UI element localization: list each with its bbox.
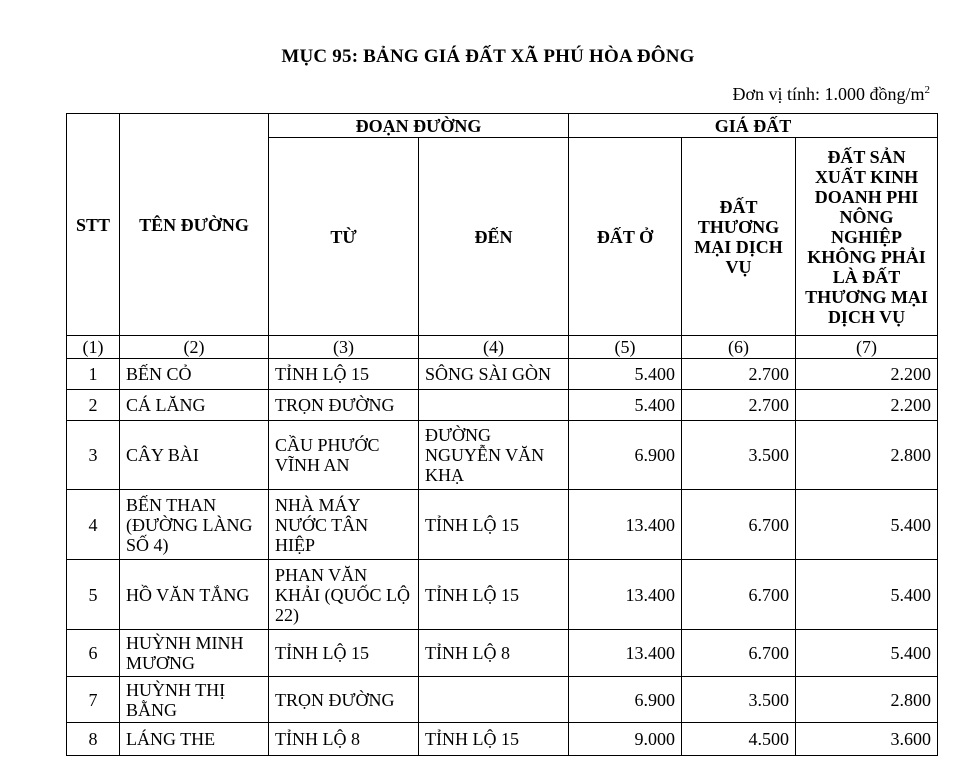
cell-den xyxy=(419,677,569,723)
header-gia-dat: GIÁ ĐẤT xyxy=(569,114,938,138)
cell-stt: 6 xyxy=(67,630,120,677)
col-number: (3) xyxy=(269,336,419,359)
cell-dat-sxkd: 5.400 xyxy=(796,560,938,630)
cell-dat-sxkd: 5.400 xyxy=(796,490,938,560)
cell-tu: TỈNH LỘ 15 xyxy=(269,630,419,677)
table-row xyxy=(67,677,938,723)
header-tu: TỪ xyxy=(269,138,419,336)
cell-stt: 2 xyxy=(67,390,120,421)
cell-dat-sxkd: 5.400 xyxy=(796,630,938,677)
unit-text: Đơn vị tính: 1.000 đồng/m xyxy=(732,84,925,104)
col-number: (1) xyxy=(67,336,120,359)
header-ten-duong: TÊN ĐƯỜNG xyxy=(120,114,269,336)
table-row xyxy=(67,560,938,630)
cell-dat-o: 13.400 xyxy=(569,490,682,560)
cell-stt: 3 xyxy=(67,421,120,490)
cell-stt: 5 xyxy=(67,560,120,630)
col-number: (4) xyxy=(419,336,569,359)
cell-stt: 4 xyxy=(67,490,120,560)
col-number: (6) xyxy=(682,336,796,359)
cell-tu: TRỌN ĐƯỜNG xyxy=(269,677,419,723)
header-dat-sxkd: ĐẤT SẢN XUẤT KINH DOANH PHI NÔNG NGHIỆP KHÔNG PHẢI LÀ ĐẤT THƯƠNG MẠI DỊCH VỤ xyxy=(796,138,938,336)
cell-ten-duong: HỒ VĂN TẮNG xyxy=(120,560,269,630)
cell-dat-tmdv: 4.500 xyxy=(682,723,796,756)
column-number-row xyxy=(67,336,938,359)
cell-dat-o: 6.900 xyxy=(569,421,682,490)
cell-den: ĐƯỜNG NGUYỄN VĂN KHẠ xyxy=(419,421,569,490)
header-stt: STT xyxy=(67,114,120,336)
cell-den: TỈNH LỘ 15 xyxy=(419,490,569,560)
cell-dat-tmdv: 6.700 xyxy=(682,630,796,677)
cell-dat-o: 13.400 xyxy=(569,630,682,677)
table-row xyxy=(67,359,938,390)
cell-den: TỈNH LỘ 15 xyxy=(419,560,569,630)
cell-ten-duong: BẾN CỎ xyxy=(120,359,269,390)
cell-den: TỈNH LỘ 8 xyxy=(419,630,569,677)
cell-ten-duong: CÂY BÀI xyxy=(120,421,269,490)
cell-dat-o: 9.000 xyxy=(569,723,682,756)
cell-dat-tmdv: 3.500 xyxy=(682,677,796,723)
land-price-table xyxy=(66,113,938,756)
cell-stt: 1 xyxy=(67,359,120,390)
table-row xyxy=(67,630,938,677)
cell-dat-sxkd: 3.600 xyxy=(796,723,938,756)
cell-tu: CẦU PHƯỚC VĨNH AN xyxy=(269,421,419,490)
cell-dat-o: 5.400 xyxy=(569,390,682,421)
cell-ten-duong: BẾN THAN (ĐƯỜNG LÀNG SỐ 4) xyxy=(120,490,269,560)
cell-den xyxy=(419,390,569,421)
cell-dat-tmdv: 2.700 xyxy=(682,359,796,390)
cell-dat-sxkd: 2.800 xyxy=(796,421,938,490)
cell-ten-duong: LÁNG THE xyxy=(120,723,269,756)
header-doan-duong: ĐOẠN ĐƯỜNG xyxy=(269,114,569,138)
header-dat-o: ĐẤT Ở xyxy=(569,138,682,336)
col-number: (7) xyxy=(796,336,938,359)
cell-stt: 7 xyxy=(67,677,120,723)
cell-dat-tmdv: 3.500 xyxy=(682,421,796,490)
cell-dat-tmdv: 6.700 xyxy=(682,490,796,560)
table-row xyxy=(67,390,938,421)
cell-tu: TRỌN ĐƯỜNG xyxy=(269,390,419,421)
cell-dat-sxkd: 2.200 xyxy=(796,390,938,421)
page-title: MỤC 95: BẢNG GIÁ ĐẤT XÃ PHÚ HÒA ĐÔNG xyxy=(281,46,695,67)
cell-den: SÔNG SÀI GÒN xyxy=(419,359,569,390)
col-number: (5) xyxy=(569,336,682,359)
cell-stt: 8 xyxy=(67,723,120,756)
cell-dat-o: 5.400 xyxy=(569,359,682,390)
unit-note xyxy=(732,84,930,105)
header-den: ĐẾN xyxy=(419,138,569,336)
cell-dat-sxkd: 2.200 xyxy=(796,359,938,390)
col-number: (2) xyxy=(120,336,269,359)
cell-tu: TỈNH LỘ 8 xyxy=(269,723,419,756)
cell-ten-duong: CÁ LĂNG xyxy=(120,390,269,421)
table-row xyxy=(67,490,938,560)
table-row xyxy=(67,421,938,490)
cell-tu: TỈNH LỘ 15 xyxy=(269,359,419,390)
cell-ten-duong: HUỲNH MINH MƯƠNG xyxy=(120,630,269,677)
cell-dat-sxkd: 2.800 xyxy=(796,677,938,723)
unit-superscript: 2 xyxy=(924,84,930,96)
cell-den: TỈNH LỘ 15 xyxy=(419,723,569,756)
cell-tu: NHÀ MÁY NƯỚC TÂN HIỆP xyxy=(269,490,419,560)
cell-dat-o: 13.400 xyxy=(569,560,682,630)
table-row xyxy=(67,723,938,756)
cell-dat-o: 6.900 xyxy=(569,677,682,723)
cell-ten-duong: HUỲNH THỊ BẰNG xyxy=(120,677,269,723)
cell-dat-tmdv: 6.700 xyxy=(682,560,796,630)
cell-dat-tmdv: 2.700 xyxy=(682,390,796,421)
header-dat-tmdv: ĐẤT THƯƠNG MẠI DỊCH VỤ xyxy=(682,138,796,336)
cell-tu: PHAN VĂN KHẢI (QUỐC LỘ 22) xyxy=(269,560,419,630)
